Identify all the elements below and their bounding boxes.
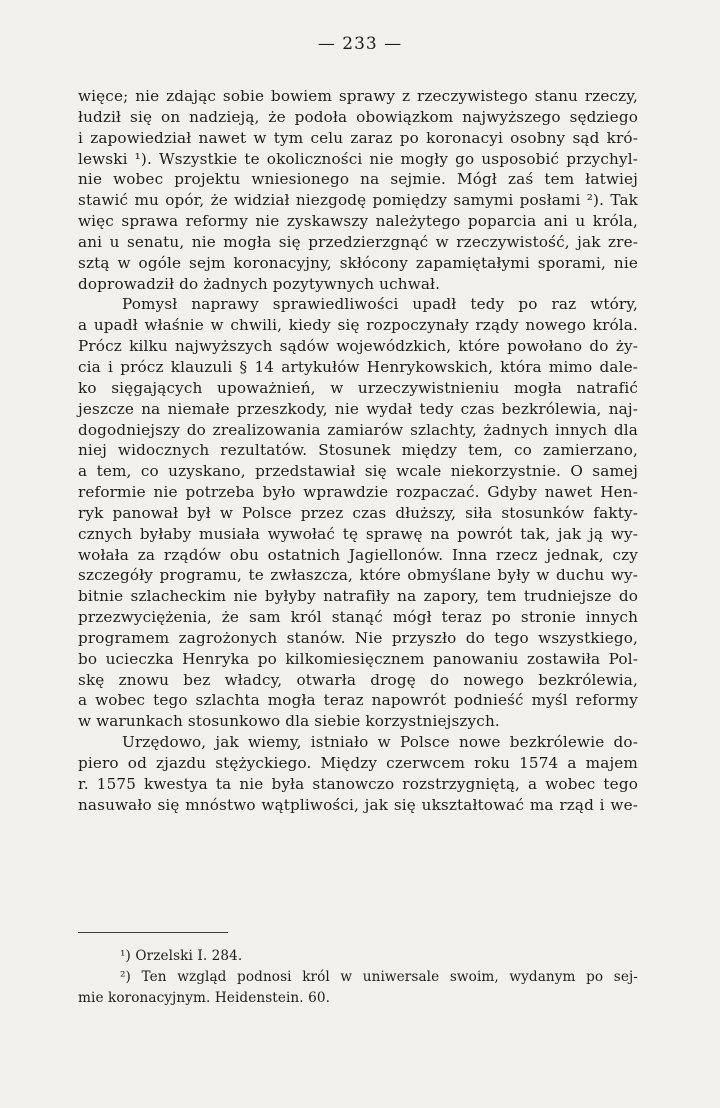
text-line: więce; nie zdając sobie bowiem sprawy z rzeczywistego stanu rzeczy, — [78, 87, 638, 105]
text-line: szczegóły programu, te zwłaszcza, które obmyślane były w duchu wy- — [78, 566, 638, 585]
text-line: bo ucieczka Henryka po kilkomiesięcznem panowaniu zostawiła Pol- — [78, 649, 638, 668]
text-line: piero od zjazdu stężyckiego. Między czerwcem roku 1574 a majem — [78, 754, 638, 772]
text-line: wołała za rządów obu ostatnich Jagiellonów. Inna rzecz jednak, czy — [78, 545, 638, 564]
footnotes — [78, 946, 638, 1009]
text-line: jeszcze na niemałe przeszkody, nie wydał tedy czas bezkrólewia, naj- — [78, 399, 638, 418]
text-line: doprowadził do żadnych pozytywnych uchwał. — [78, 274, 441, 293]
text-line: cia i prócz klauzuli § 14 artykułów Henrykowskich, która mimo dale- — [78, 357, 638, 376]
text-line: nasuwało się mnóstwo wątpliwości, jak się ukształtować ma rząd i we- — [78, 795, 638, 814]
text-line: więc sprawa reformy nie zyskawszy należytego poparcia ani u króla, — [78, 212, 638, 231]
footnote-2-continuation: mie koronacyjnym. Heidenstein. 60. — [78, 990, 331, 1006]
text-line: programem zagrożonych stanów. Nie przyszło do tego wszystkiego, — [78, 628, 638, 647]
body-text — [78, 86, 638, 816]
text-line: stawić mu opór, że widział niezgodę pomiędzy samymi posłami ²). Tak — [78, 191, 638, 210]
text-line: łudził się on nadzieją, że podoła obowiązkom najwyższego sędziego — [78, 107, 638, 126]
text-line: Urzędowo, jak wiemy, istniało w Polsce nowe bezkrólewie do- — [122, 733, 638, 752]
text-line: nie wobec projektu wniesionego na sejmie. Mógł zaś tem łatwiej — [78, 170, 638, 189]
text-line: sztą w ogóle sejm koronacyjny, skłócony zapamiętałymi sporami, nie — [78, 253, 638, 272]
text-line: ani u senatu, nie mogła się przedzierzgnąć w rzeczywistość, jak zre- — [78, 232, 638, 251]
text-line: Pomysł naprawy sprawiedliwości upadł tedy po raz wtóry, — [122, 295, 638, 314]
text-line: niej widocznych rezultatów. Stosunek między tem, co zamierzano, — [78, 441, 638, 460]
text-line: a upadł właśnie w chwili, kiedy się rozpoczynały rządy nowego króla. — [78, 316, 638, 335]
text-line: lewski ¹). Wszystkie te okoliczności nie mogły go usposobić przychyl- — [78, 149, 638, 168]
text-line: skę znowu bez władcy, otwarła drogę do nowego bezkrólewia, — [78, 670, 638, 689]
text-line: ryk panował był w Polsce przez czas dłuższy, siła stosunków fakty- — [78, 503, 638, 522]
footnote-1: ¹) Orzelski I. 284. — [120, 948, 243, 964]
text-line: ko sięgających upoważnień, w urzeczywistnieniu mogła natrafić — [78, 378, 638, 397]
footnote-2: ²) Ten wzgląd podnosi król w uniwersale swoim, wydanym po sej- — [120, 969, 638, 985]
text-line: a wobec tego szlachta mogła teraz napowrót podnieść myśl reformy — [78, 691, 638, 710]
page-number-header: — 233 — — [317, 34, 403, 54]
text-line: r. 1575 kwestya ta nie była stanowczo rozstrzygniętą, a wobec tego — [78, 774, 638, 793]
text-line: bitnie szlacheckim nie byłyby natrafiły na zapory, tem trudniejsze do — [78, 587, 638, 606]
text-line: Prócz kilku najwyższych sądów wojewódzkich, które powołano do ży- — [78, 337, 638, 356]
text-line: dogodniejszy do zrealizowania zamiarów szlachty, żadnych innych dla — [78, 420, 638, 439]
text-line: w warunkach stosunkowo dla siebie korzystniejszych. — [78, 712, 500, 731]
text-line: cznych byłaby musiała wywołać tę sprawę na powrót tak, jak ją wy- — [78, 524, 638, 543]
text-line: reformie nie potrzeba było wprawdzie rozpaczać. Gdyby nawet Hen- — [78, 483, 638, 502]
text-line: a tem, co uzyskano, przedstawiał się wcale niekorzystnie. O samej — [78, 462, 638, 481]
text-line: przezwyciężenia, że sam król stanąć mógł teraz po stronie innych — [78, 608, 638, 627]
footnote-divider — [78, 932, 228, 933]
text-line: i zapowiedział nawet w tym celu zaraz po koronacyi osobny sąd kró- — [78, 128, 638, 147]
